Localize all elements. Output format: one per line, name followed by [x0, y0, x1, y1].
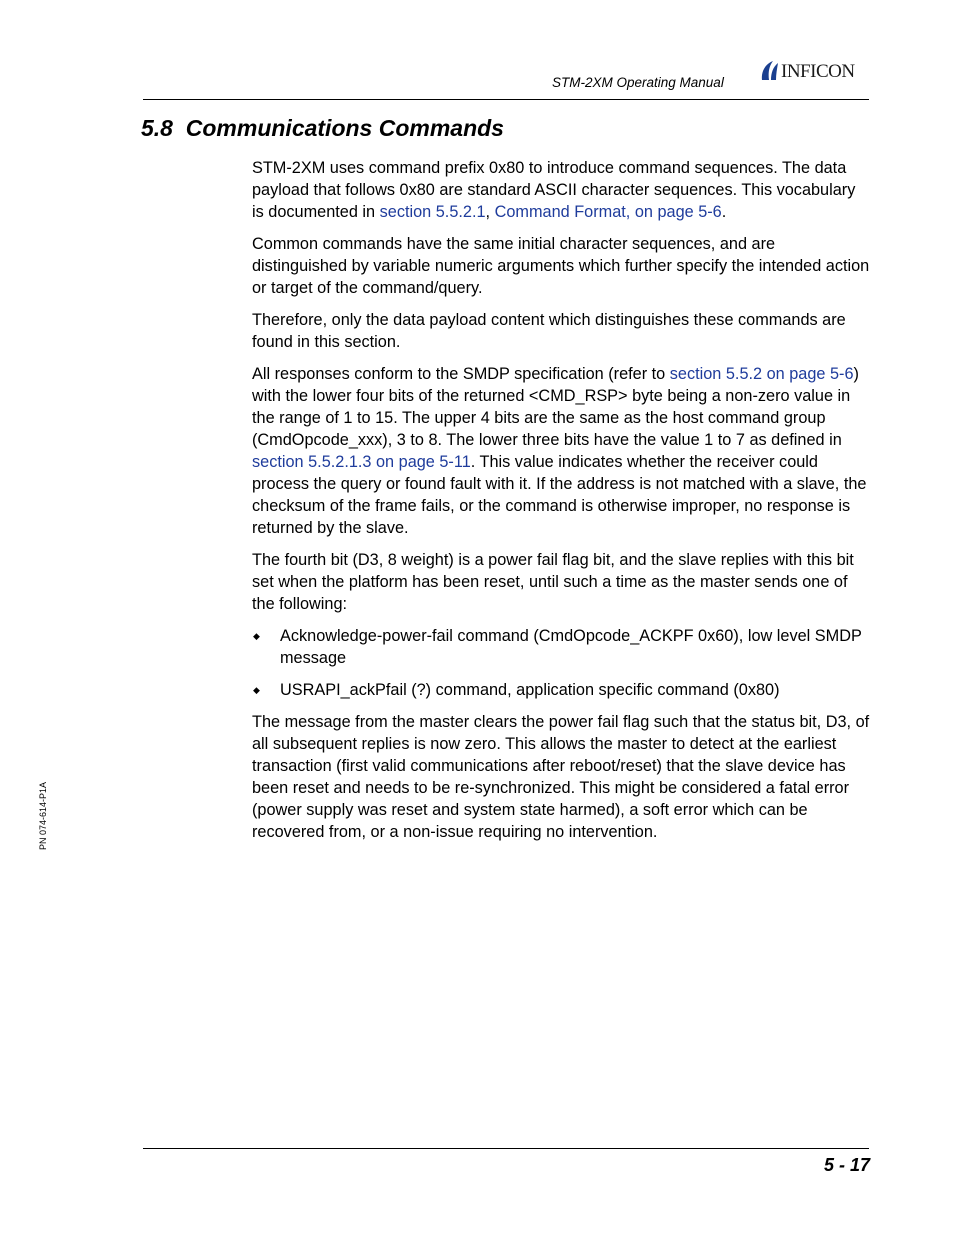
paragraph-2: Common commands have the same initial character sequences, and are distinguished by variable numeric arguments which further specify the intended action or target of the command/query.: [252, 235, 870, 297]
paragraph-6: The message from the master clears the power fail flag such that the status bit, D3, of all subsequent replies is now zero. This allows the master to detect at the earliest transaction (first valid communications after reboot/reset) that the slave device has been reset and needs to be re-synchronized. This might be considered a fatal error (power supply was reset and system state harmed), a soft error which can be recovered from, or a non-issue requiring no intervention.: [252, 713, 870, 841]
paragraph-text: ) with the lower four bits of the returned <CMD_RSP> byte being a non-zero value in the range of 1 to 15. The upper 4 bits are the same as the host command group (CmdOpcode_xxx), 3 to 8. The lower three bits have the value 1 to 7 as defined in: [252, 365, 859, 449]
paragraph-1: [252, 157, 870, 223]
part-number: PN 074-614-P1A: [38, 781, 48, 850]
diamond-bullet-icon: ◆: [253, 685, 260, 695]
page-number: 5 - 17: [823, 1155, 870, 1175]
bullet-list: [252, 625, 870, 701]
paragraph-text: .: [721, 203, 727, 221]
list-item-text: Acknowledge-power-fail command (CmdOpcode_ACKPF 0x60), low level SMDP message: [280, 627, 862, 667]
paragraph-text: ,: [485, 203, 495, 221]
paragraph-3: Therefore, only the data payload content which distinguishes these commands are found in this section.: [252, 311, 846, 351]
paragraph-text: All responses conform to the SMDP specification (refer to: [252, 365, 670, 383]
section-heading: [141, 115, 504, 142]
section-number: 5.8: [141, 115, 173, 141]
manual-title: STM-2XM Operating Manual: [552, 75, 724, 90]
link-section-5-5-2-1-3[interactable]: section 5.5.2.1.3 on page 5-11: [252, 453, 471, 471]
header-rule: [143, 99, 869, 100]
footer-rule: [143, 1148, 869, 1149]
diamond-bullet-icon: ◆: [253, 631, 260, 641]
section-title: Communications Commands: [185, 115, 504, 141]
paragraph-text: . This value indicates whether the receiver could process the query or found fault with it. If the address is not matched with a slave, the checksum of the frame fails, or the command is otherwise improper, no response is returned by the slave.: [252, 453, 867, 537]
company-logo: [759, 58, 871, 84]
list-item: [252, 625, 870, 669]
paragraph-5: The fourth bit (D3, 8 weight) is a power fail flag bit, and the slave replies with this bit set when the platform has been reset, until such a time as the master sends one of the following:: [252, 551, 854, 613]
paragraph-text: STM-2XM uses command prefix 0x80 to introduce command sequences. The data payload that follows 0x80 are standard ASCII character sequences. This vocabulary is documented in: [252, 159, 856, 221]
inficon-logo-icon: [759, 58, 781, 84]
list-item-text: USRAPI_ackPfail (?) command, application specific command (0x80): [280, 681, 780, 699]
link-command-format[interactable]: Command Format, on page 5-6: [494, 203, 722, 221]
link-section-5-5-2[interactable]: section 5.5.2 on page 5-6: [669, 365, 854, 383]
list-item: [252, 679, 870, 701]
body-text: [252, 157, 870, 853]
link-section-5-5-2-1[interactable]: section 5.5.2.1: [379, 203, 486, 221]
logo-text: INFICON: [781, 61, 855, 82]
paragraph-4: [252, 363, 870, 539]
